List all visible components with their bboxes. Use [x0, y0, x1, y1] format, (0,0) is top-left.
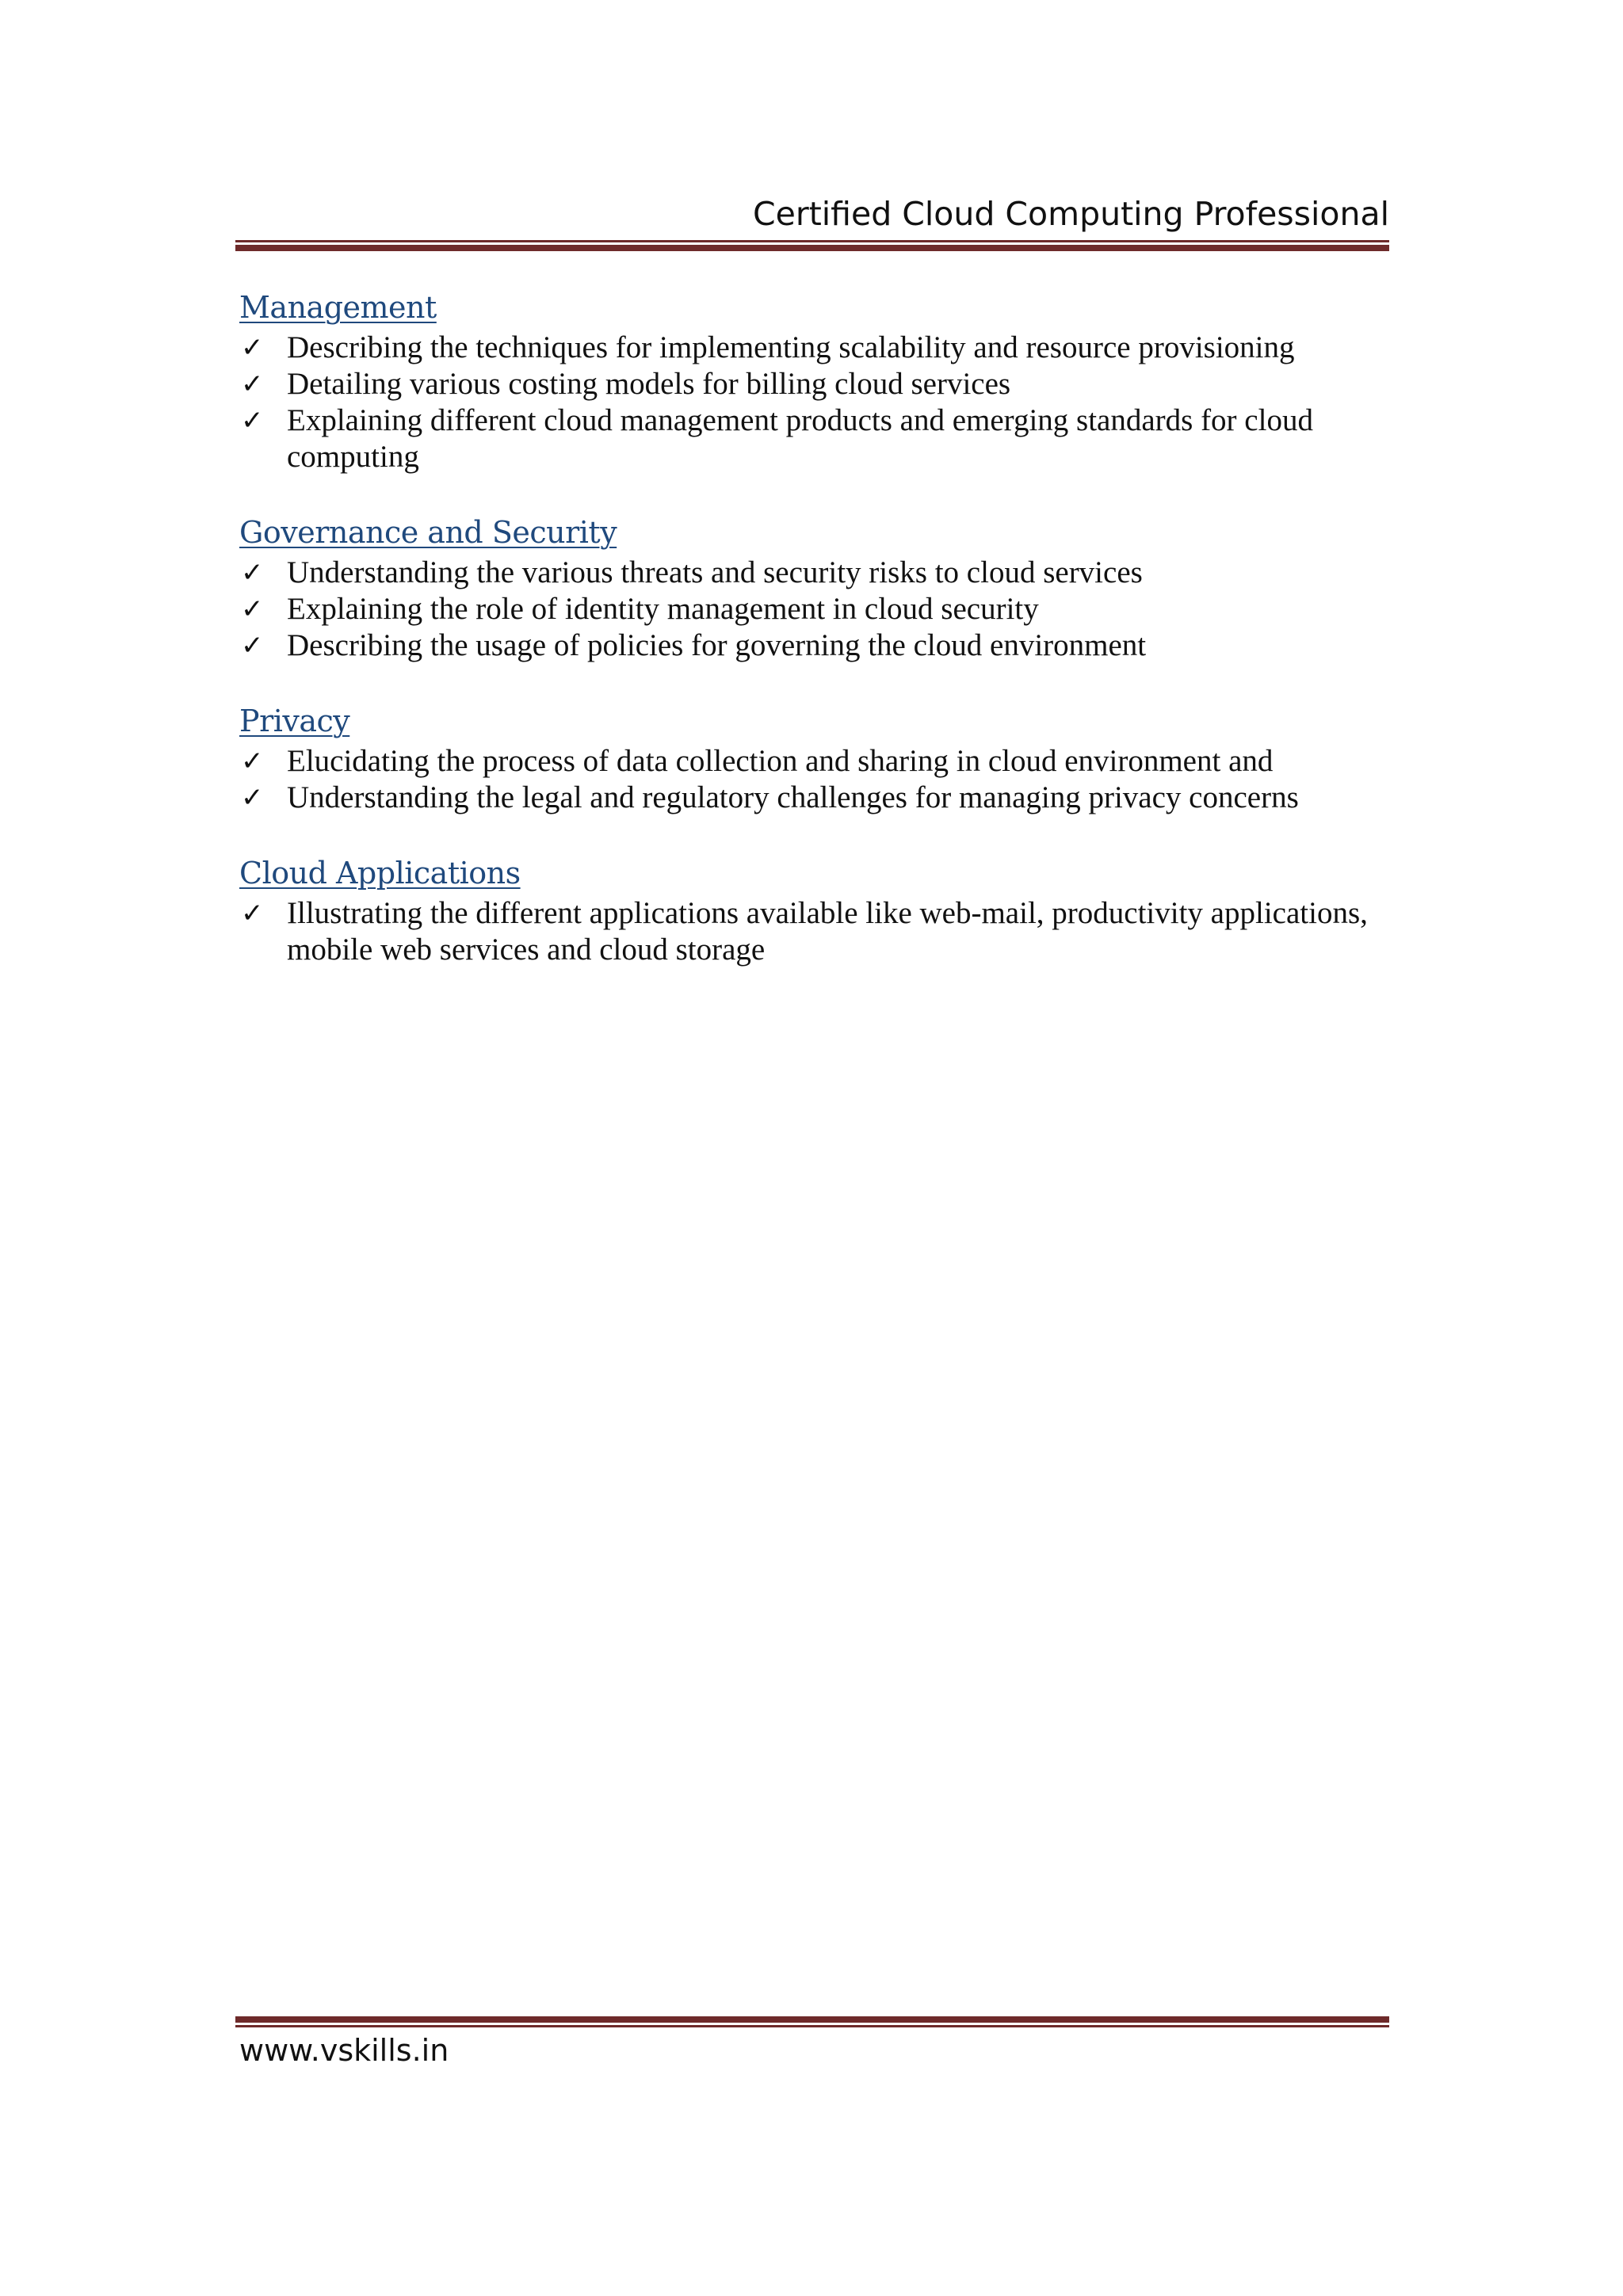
section-heading: Governance and Security [239, 515, 617, 550]
section-governance-and-security [239, 510, 1381, 664]
checkmark-icon: ✓ [241, 630, 264, 662]
section-heading: Management [239, 290, 437, 325]
section-management [239, 285, 1381, 475]
list-item-text: Explaining the role of identity management in cloud security [287, 592, 1039, 626]
list-item-text: Explaining different cloud management products and emerging standards for cloud computing [287, 403, 1313, 474]
checkmark-icon: ✓ [241, 557, 264, 589]
list-item [239, 591, 1381, 627]
header-divider-thin-line [235, 240, 1389, 242]
list-item [239, 743, 1381, 780]
list-item-text: Elucidating the process of data collection and sharing in cloud environment and [287, 744, 1274, 778]
checkmark-icon: ✓ [241, 782, 264, 814]
checkmark-icon: ✓ [241, 593, 264, 625]
list-item [239, 402, 1381, 475]
section-cloud-applications [239, 851, 1381, 968]
checkmark-icon: ✓ [241, 368, 264, 400]
header-title: Certified Cloud Computing Professional [752, 195, 1389, 233]
page-header [235, 190, 1389, 238]
checkmark-icon: ✓ [241, 746, 264, 777]
list-item [239, 555, 1381, 591]
header-divider-thick-line [235, 245, 1389, 251]
footer-divider-thin-line [235, 2025, 1389, 2027]
list-item [239, 780, 1381, 816]
list-item-text: Describing the techniques for implementing scalability and resource provisioning [287, 330, 1295, 364]
section-heading: Privacy [239, 704, 350, 738]
footer-divider-thick-line [235, 2016, 1389, 2023]
list-item [239, 330, 1381, 366]
checkmark-icon: ✓ [241, 898, 264, 929]
checkmark-icon: ✓ [241, 405, 264, 437]
header-divider [235, 240, 1389, 251]
section-heading: Cloud Applications [239, 856, 521, 891]
list-item [239, 627, 1381, 664]
list-item-text: Understanding the legal and regulatory challenges for managing privacy concerns [287, 780, 1299, 814]
list-item-text: Describing the usage of policies for governing the cloud environment [287, 628, 1147, 662]
footer-divider [235, 2016, 1389, 2027]
list-item-text: Understanding the various threats and security risks to cloud services [287, 555, 1143, 589]
list-item [239, 895, 1381, 968]
section-privacy [239, 699, 1381, 816]
document-body [239, 285, 1381, 1003]
list-item-text: Illustrating the different applications available like web-mail, productivity applications, mobile web services and cloud storage [287, 896, 1368, 967]
checkmark-icon: ✓ [241, 332, 264, 364]
list-item-text: Detailing various costing models for billing cloud services [287, 367, 1011, 401]
list-item [239, 366, 1381, 402]
footer-url: www.vskills.in [239, 2033, 449, 2068]
